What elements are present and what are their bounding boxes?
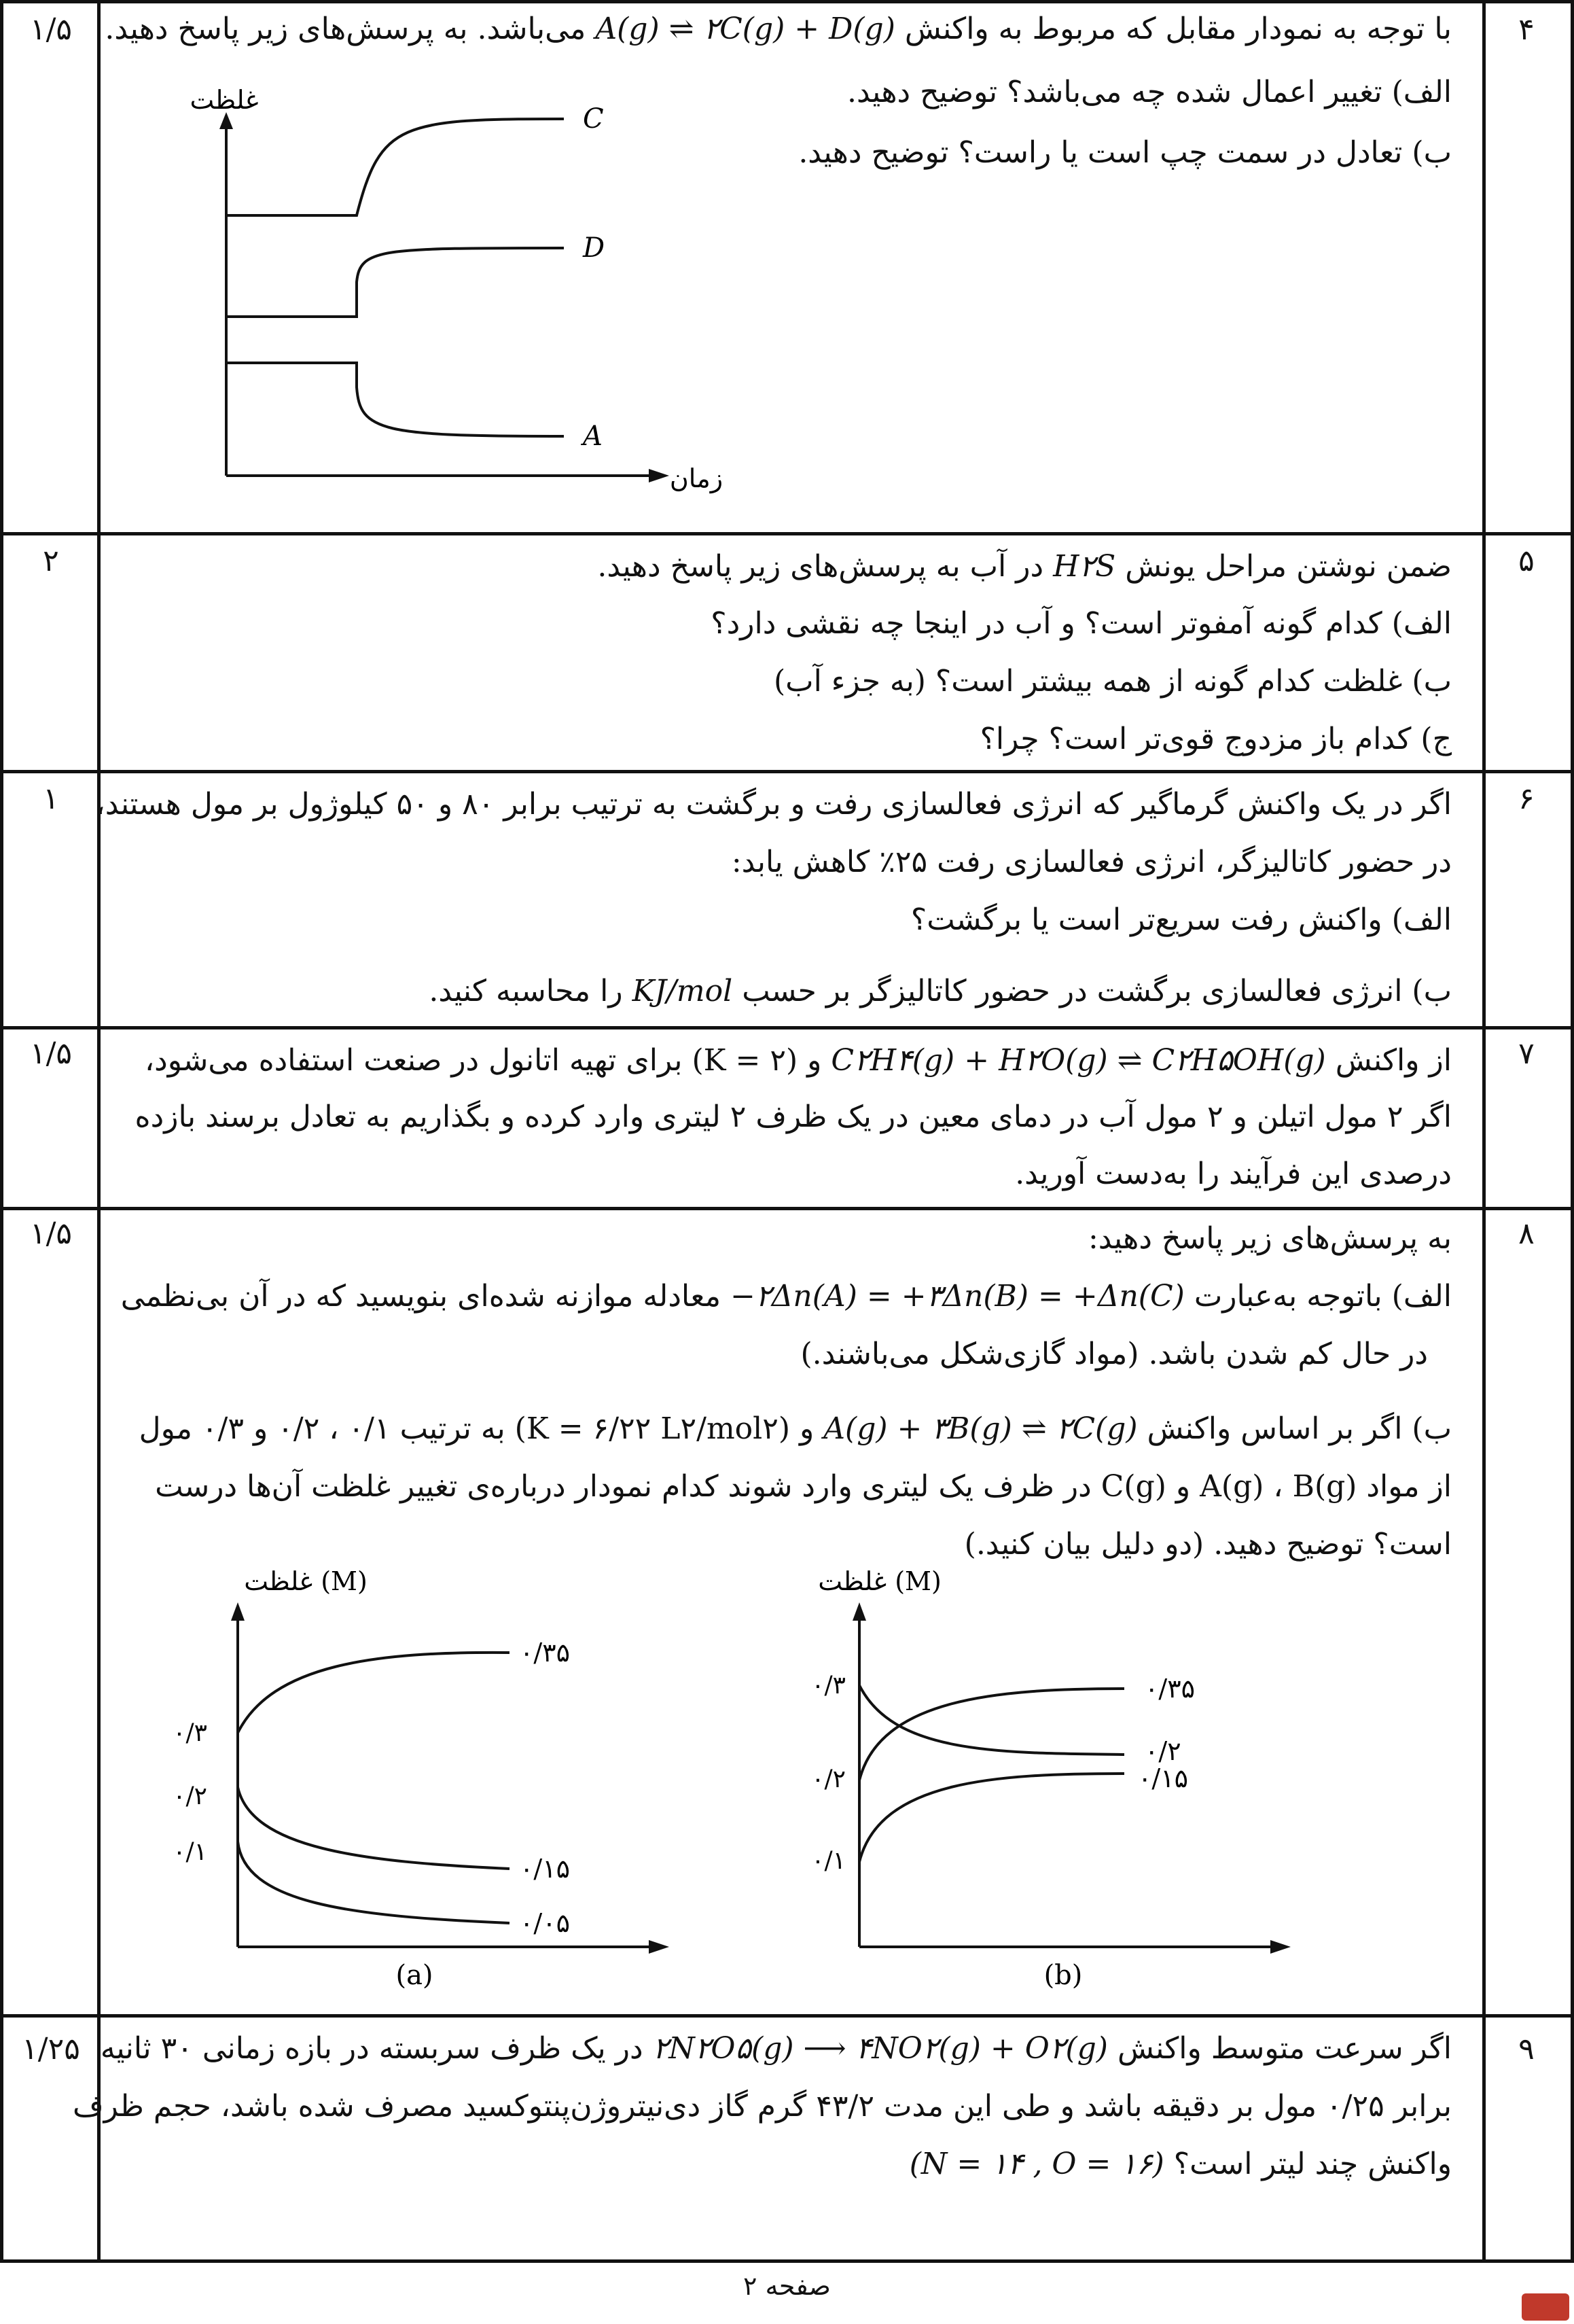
question-line: از واکنش C۲H۴(g) + H۲O(g) ⇌ C۲H۵OH(g) و (K = ۲) برای تهیه اتانول در صنعت استفاده می‌شود،: [144, 1043, 1452, 1078]
end-label: ۰/۱۵: [520, 1854, 571, 1884]
curve-c: [226, 119, 564, 215]
question-line: در حال کم شدن باشد. (مواد گازی‌شکل می‌باشند.): [800, 1337, 1428, 1371]
y-axis-label: غلظت (M): [244, 1566, 368, 1596]
row-divider: [0, 1026, 1574, 1029]
question-line: درصدی این فرآیند را به‌دست آورید.: [1015, 1157, 1452, 1191]
tick-label: ۰/۱: [173, 1838, 207, 1866]
end-label: ۰/۲: [1145, 1736, 1181, 1766]
question-line: ب) اگر بر اساس واکنش A(g) + ۳B(g) ⇌ ۲C(g) و (K = ۶/۲۲ L۲/mol۲) به ترتیب ۰/۱ ، ۰/۲ و ۰/۳ مول: [139, 1411, 1452, 1446]
curve-label: C: [583, 103, 604, 135]
graph-q4: [156, 82, 740, 503]
question-score: ۱/۲۵: [22, 2032, 80, 2066]
frame-left: [0, 0, 3, 2263]
curve: [859, 1689, 1124, 1780]
curve: [859, 1774, 1124, 1862]
question-line: به پرسش‌های زیر پاسخ دهید:: [1088, 1221, 1452, 1256]
tick-label: ۰/۲: [173, 1782, 207, 1810]
question-line: الف) تغییر اعمال شده چه می‌باشد؟ توضیح دهید.: [846, 75, 1452, 109]
question-line: ب) انرژی فعالسازی برگشت در حضور کاتالیزگر بر حسب KJ/mol را محاسبه کنید.: [429, 974, 1452, 1008]
x-axis-arrow: [1270, 1940, 1291, 1954]
row-divider: [0, 770, 1574, 773]
tick-label: ۰/۱: [811, 1847, 846, 1875]
curve: [238, 1653, 509, 1733]
page-footer: صفحه ۲: [743, 2271, 831, 2301]
tick-label: ۰/۲: [811, 1765, 846, 1793]
curve: [238, 1842, 509, 1923]
question-line: اگر در یک واکنش گرماگیر که انرژی فعالسازی رفت و برگشت به ترتیب برابر ۸۰ و ۵۰ کیلوژول بر مول هستند،: [95, 787, 1452, 822]
y-axis-arrow: [231, 1602, 245, 1621]
question-line: ج) کدام باز مزدوج قوی‌تر است؟ چرا؟: [980, 722, 1452, 756]
question-number: ۶: [1518, 781, 1535, 816]
question-score: ۲: [43, 544, 59, 578]
tick-label: ۰/۳: [811, 1672, 846, 1700]
y-axis-label: غلظت: [190, 85, 259, 115]
x-axis-arrow: [649, 1940, 669, 1954]
x-axis-label: زمان: [669, 463, 723, 493]
question-line: الف) واکنش رفت سریع‌تر است یا برگشت؟: [910, 902, 1452, 937]
question-line: اگر سرعت متوسط واکنش ۲N۲O۵(g) ⟶ ۴NO۲(g) + O۲(g) در یک ظرف سربسته در بازه زمانی ۳۰ ثانیه: [100, 2031, 1452, 2066]
end-label: ۰/۳۵: [520, 1638, 571, 1668]
question-number: ۹: [1518, 2032, 1535, 2066]
graph-label: (a): [395, 1960, 433, 1991]
end-label: ۰/۱۵: [1138, 1763, 1189, 1793]
curve-label: D: [583, 232, 605, 264]
question-score: ۱/۵: [29, 1036, 73, 1071]
tick-label: ۰/۳: [173, 1719, 207, 1747]
question-line: در حضور کاتالیزگر، انرژی فعالسازی رفت ۲۵٪ کاهش یابد:: [731, 845, 1452, 879]
score-column-border: [97, 0, 101, 2263]
curve: [238, 1787, 509, 1869]
number-column-border: [1482, 0, 1486, 2263]
question-score: ۱/۵: [29, 1216, 73, 1251]
graph-label: (b): [1043, 1960, 1083, 1991]
question-line: الف) کدام گونه آمفوتر است؟ و آب در اینجا چه نقشی دارد؟: [711, 606, 1452, 641]
question-line: با توجه به نمودار مقابل که مربوط به واکنش A(g) ⇌ ۲C(g) + D(g) می‌باشد. به پرسش‌های زیر پاسخ دهید.: [105, 12, 1452, 46]
question-number: ۵: [1518, 544, 1535, 578]
curve-d: [226, 248, 564, 317]
y-axis-arrow: [853, 1602, 866, 1621]
x-axis-arrow: [649, 469, 669, 482]
question-line: است؟ توضیح دهید. (دو دلیل بیان کنید.): [964, 1527, 1452, 1562]
question-line: الف) باتوجه به‌عبارت −۲Δn(A) = +۳Δn(B) = +Δn(C) معادله موازنه شده‌ای بنویسید که در آن بی‌نظمی: [120, 1279, 1452, 1314]
question-line: واکنش چند لیتر است؟ (N = ۱۴ , O = ۱۶): [909, 2147, 1452, 2181]
row-divider: [0, 2014, 1574, 2018]
end-label: ۰/۳۵: [1145, 1674, 1196, 1704]
question-number: ۴: [1518, 12, 1535, 47]
question-line: اگر ۲ مول اتیلن و ۲ مول آب در دمای معین در یک ظرف ۲ لیتری وارد کرده و بگذاریم به تعادل برسند بازده: [135, 1099, 1452, 1134]
question-line: ب) تعادل در سمت چپ است یا راست؟ توضیح دهید.: [798, 135, 1452, 170]
question-line: برابر ۰/۲۵ مول بر دقیقه باشد و طی این مدت ۴۳/۲ گرم گاز دی‌نیتروژن‌پنتوکسید مصرف شده باشد، حجم ظرف: [73, 2089, 1452, 2124]
question-number: ۷: [1518, 1036, 1535, 1071]
end-label: ۰/۰۵: [520, 1908, 571, 1938]
question-line: ضمن نوشتن مراحل یونش H۲S در آب به پرسش‌های زیر پاسخ دهید.: [597, 549, 1452, 584]
frame-bottom: [0, 2259, 1574, 2263]
row-divider: [0, 532, 1574, 535]
watermark-logo: [1522, 2293, 1569, 2321]
graph-a: [170, 1563, 686, 2005]
question-line: ب) غلظت کدام گونه از همه بیشتر است؟ (به جزء آب): [773, 664, 1452, 699]
y-axis-label: غلظت (M): [818, 1566, 942, 1596]
curve-label: A: [583, 421, 603, 452]
frame-right: [1571, 0, 1574, 2263]
question-score: ۱/۵: [29, 12, 73, 47]
question-number: ۸: [1518, 1216, 1535, 1251]
graph-b: [791, 1563, 1308, 2005]
question-line: از مواد A(g) ، B(g) و C(g) در ظرف یک لیتری وارد شوند کدام نمودار درباره‌ی تغییر غلظت آن‌ها درست: [155, 1469, 1452, 1504]
curve-a: [226, 363, 564, 436]
question-score: ۱: [43, 781, 59, 816]
